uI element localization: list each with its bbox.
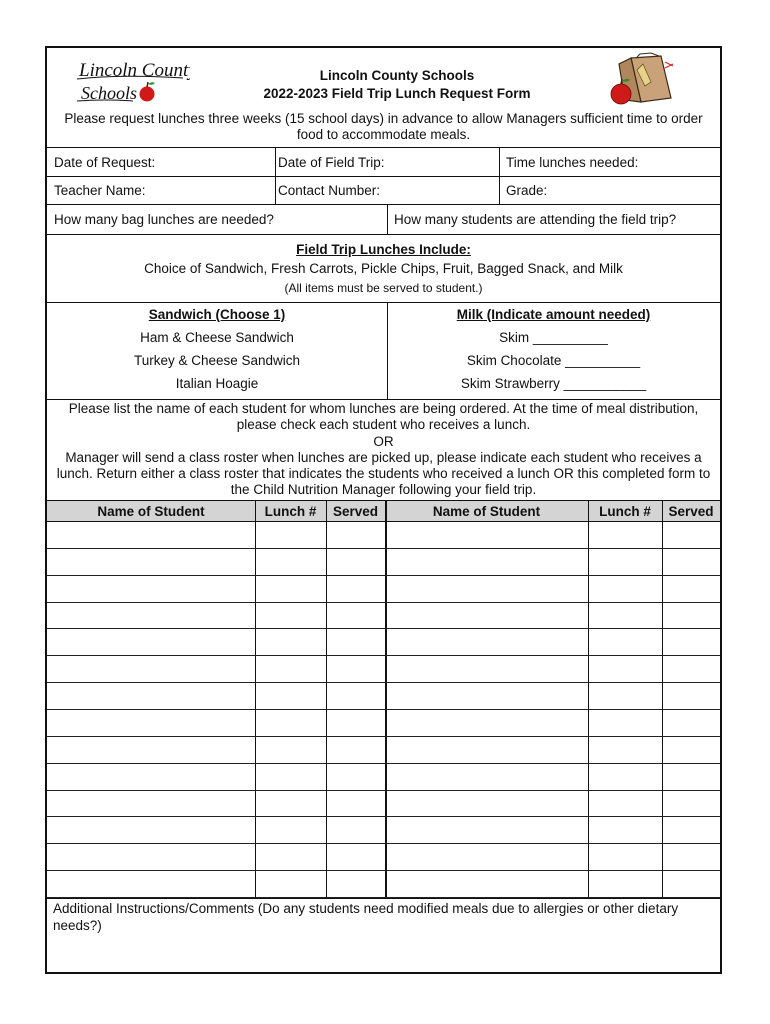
table-row <box>47 576 720 603</box>
cell-served-right[interactable] <box>662 764 720 791</box>
logo-text-line2: Schools <box>81 83 137 103</box>
cell-lunch-left[interactable] <box>255 522 326 549</box>
cell-served-left[interactable] <box>326 576 385 603</box>
table-row <box>47 791 720 818</box>
logo-text-line1: Lincoln County <box>79 60 190 81</box>
cell-name-right[interactable] <box>385 844 588 871</box>
milk-option-strawberry[interactable]: Skim Strawberry ___________ <box>460 376 647 391</box>
table-row <box>47 549 720 576</box>
cell-served-left[interactable] <box>326 710 385 737</box>
instructions-line2: Manager will send a class roster when lunches are picked up, please indicate each student who receives a lunch. Return either a class roster that indicates the students who received a lunch OR this completed form to the Child Nutrition Manager following your field trip. <box>56 449 711 498</box>
cell-served-left[interactable] <box>326 871 385 898</box>
cell-lunch-right[interactable] <box>588 576 662 603</box>
cell-lunch-left[interactable] <box>255 791 326 818</box>
cell-lunch-right[interactable] <box>588 629 662 656</box>
cell-name-left[interactable] <box>47 549 255 576</box>
cell-served-right[interactable] <box>662 710 720 737</box>
cell-served-right[interactable] <box>662 522 720 549</box>
cell-lunch-left[interactable] <box>255 710 326 737</box>
cell-lunch-left[interactable] <box>255 549 326 576</box>
sandwich-heading: Sandwich (Choose 1) <box>148 307 286 322</box>
milk-option-skim[interactable]: Skim __________ <box>499 330 608 345</box>
includes-heading: Field Trip Lunches Include: <box>296 242 471 257</box>
sandwich-option-turkey[interactable]: Turkey & Cheese Sandwich <box>133 353 301 368</box>
cell-lunch-left[interactable] <box>255 576 326 603</box>
cell-served-left[interactable] <box>326 522 385 549</box>
cell-name-right[interactable] <box>385 710 588 737</box>
cell-lunch-right[interactable] <box>588 791 662 818</box>
col-name-right: Name of Student <box>432 504 541 519</box>
table-row <box>47 522 720 549</box>
cell-name-right[interactable] <box>385 629 588 656</box>
request-notice: Please request lunches three weeks (15 school days) in advance to allow Managers sufficient time to order food to accommodate meals. <box>64 111 703 142</box>
cell-name-left[interactable] <box>47 871 255 898</box>
table-row <box>47 603 720 630</box>
comments-label: Additional Instructions/Comments (Do any students need modified meals due to allergies or other dietary needs?) <box>53 901 679 933</box>
sandwich-option-hoagie[interactable]: Italian Hoagie <box>175 376 259 391</box>
cell-served-left[interactable] <box>326 629 385 656</box>
cell-name-right[interactable] <box>385 522 588 549</box>
cell-name-right[interactable] <box>385 737 588 764</box>
cell-name-left[interactable] <box>47 629 255 656</box>
cell-lunch-right[interactable] <box>588 817 662 844</box>
milk-heading: Milk (Indicate amount needed) <box>456 307 651 322</box>
col-served-right: Served <box>668 504 714 519</box>
table-row <box>47 683 720 710</box>
cell-lunch-right[interactable] <box>588 844 662 871</box>
sandwich-option-ham[interactable]: Ham & Cheese Sandwich <box>140 330 294 345</box>
cell-served-right[interactable] <box>662 549 720 576</box>
cell-name-right[interactable] <box>385 603 588 630</box>
cell-lunch-right[interactable] <box>588 656 662 683</box>
cell-name-left[interactable] <box>47 656 255 683</box>
cell-served-left[interactable] <box>326 549 385 576</box>
cell-served-right[interactable] <box>662 791 720 818</box>
cell-lunch-left[interactable] <box>255 737 326 764</box>
cell-lunch-right[interactable] <box>588 549 662 576</box>
cell-served-right[interactable] <box>662 844 720 871</box>
col-served-left: Served <box>332 504 379 519</box>
cell-name-left[interactable] <box>47 737 255 764</box>
cell-served-left[interactable] <box>326 737 385 764</box>
cell-served-right[interactable] <box>662 737 720 764</box>
cell-lunch-right[interactable] <box>588 683 662 710</box>
table-row <box>47 737 720 764</box>
table-row <box>47 817 720 844</box>
cell-name-left[interactable] <box>47 764 255 791</box>
cell-lunch-right[interactable] <box>588 710 662 737</box>
table-row <box>47 629 720 656</box>
table-row <box>47 844 720 871</box>
table-row <box>47 656 720 683</box>
cell-name-right[interactable] <box>385 791 588 818</box>
cell-lunch-left[interactable] <box>255 629 326 656</box>
cell-name-left[interactable] <box>47 710 255 737</box>
table-row <box>47 764 720 791</box>
cell-lunch-left[interactable] <box>255 817 326 844</box>
org-name: Lincoln County Schools <box>319 68 475 83</box>
cell-served-left[interactable] <box>326 603 385 630</box>
milk-option-chocolate[interactable]: Skim Chocolate __________ <box>466 353 641 368</box>
lunch-request-form <box>45 46 722 974</box>
cell-lunch-left[interactable] <box>255 683 326 710</box>
cell-name-right[interactable] <box>385 549 588 576</box>
col-name-left: Name of Student <box>97 504 205 519</box>
cell-served-left[interactable] <box>326 764 385 791</box>
lunch-bag-icon <box>607 52 679 108</box>
contact-number-field[interactable]: Contact Number: <box>278 183 381 198</box>
cell-served-right[interactable] <box>662 629 720 656</box>
students-attending-field[interactable]: How many students are attending the field trip? <box>394 212 677 227</box>
cell-served-left[interactable] <box>326 656 385 683</box>
table-row <box>47 871 720 898</box>
cell-lunch-right[interactable] <box>588 871 662 898</box>
form-title: 2022-2023 Field Trip Lunch Request Form <box>263 86 531 101</box>
cell-lunch-left[interactable] <box>255 656 326 683</box>
date-of-trip-field[interactable]: Date of Field Trip: <box>278 155 385 170</box>
cell-served-left[interactable] <box>326 817 385 844</box>
cell-served-right[interactable] <box>662 683 720 710</box>
cell-served-left[interactable] <box>326 683 385 710</box>
includes-items: Choice of Sandwich, Fresh Carrots, Pickle Chips, Fruit, Bagged Snack, and Milk <box>144 261 623 276</box>
cell-name-right[interactable] <box>385 764 588 791</box>
cell-name-right[interactable] <box>385 683 588 710</box>
cell-served-left[interactable] <box>326 844 385 871</box>
cell-name-right[interactable] <box>385 656 588 683</box>
cell-name-left[interactable] <box>47 791 255 818</box>
cell-name-left[interactable] <box>47 817 255 844</box>
school-logo <box>75 54 190 106</box>
cell-name-right[interactable] <box>385 871 588 898</box>
cell-served-left[interactable] <box>326 791 385 818</box>
cell-name-left[interactable] <box>47 522 255 549</box>
cell-served-right[interactable] <box>662 656 720 683</box>
cell-served-right[interactable] <box>662 576 720 603</box>
cell-name-left[interactable] <box>47 844 255 871</box>
cell-lunch-left[interactable] <box>255 871 326 898</box>
instructions-line1: Please list the name of each student for whom lunches are being ordered. At the time of meal distribution, please check each student who receives a lunch. <box>68 401 699 433</box>
cell-lunch-right[interactable] <box>588 522 662 549</box>
cell-lunch-right[interactable] <box>588 764 662 791</box>
date-of-request-field[interactable]: Date of Request: <box>54 155 156 170</box>
cell-name-left[interactable] <box>47 576 255 603</box>
cell-lunch-left[interactable] <box>255 764 326 791</box>
cell-served-right[interactable] <box>662 817 720 844</box>
cell-name-right[interactable] <box>385 817 588 844</box>
time-needed-field[interactable]: Time lunches needed: <box>506 155 639 170</box>
table-row <box>47 710 720 737</box>
cell-lunch-left[interactable] <box>255 603 326 630</box>
includes-note: (All items must be served to student.) <box>284 281 483 295</box>
cell-name-left[interactable] <box>47 603 255 630</box>
cell-lunch-right[interactable] <box>588 603 662 630</box>
cell-lunch-right[interactable] <box>588 737 662 764</box>
comments-area[interactable] <box>47 934 720 972</box>
grade-field[interactable]: Grade: <box>506 183 548 198</box>
col-lunch-right: Lunch # <box>599 504 651 519</box>
teacher-name-field[interactable]: Teacher Name: <box>54 183 146 198</box>
instructions-or: OR <box>373 433 394 449</box>
cell-lunch-left[interactable] <box>255 844 326 871</box>
cell-name-right[interactable] <box>385 576 588 603</box>
bag-lunches-field[interactable]: How many bag lunches are needed? <box>54 212 274 227</box>
cell-served-right[interactable] <box>662 871 720 898</box>
apple-icon <box>140 87 155 102</box>
cell-served-right[interactable] <box>662 603 720 630</box>
cell-name-left[interactable] <box>47 683 255 710</box>
col-lunch-left: Lunch # <box>264 504 317 519</box>
logo-graphic <box>75 54 190 106</box>
instructions-text <box>53 401 714 499</box>
